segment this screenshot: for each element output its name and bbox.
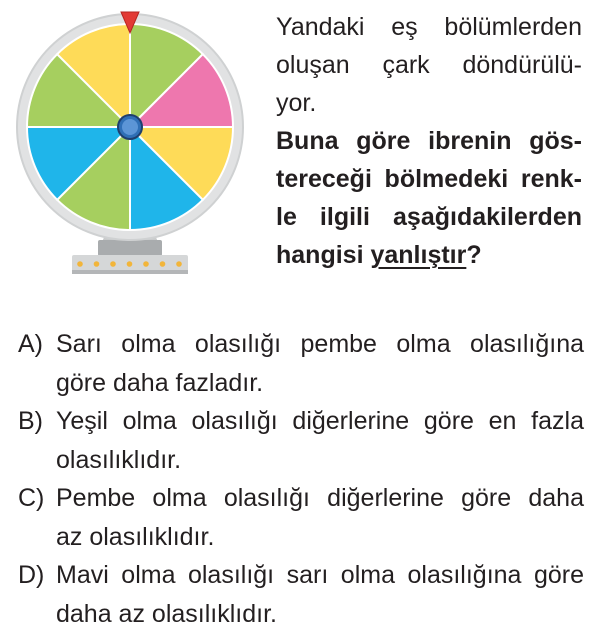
- option-line: göre daha fazladır.: [56, 368, 264, 397]
- wheel-base-trim: [72, 270, 188, 274]
- option-letter: A): [18, 330, 43, 358]
- question-prompt-line: tereceği bölmedeki renk-: [276, 165, 582, 193]
- question-prompt-prefix: hangisi: [276, 241, 371, 269]
- question-line: yor.: [276, 89, 317, 117]
- option-letter: B): [18, 407, 43, 435]
- question-text: [276, 8, 582, 274]
- base-light-icon: [77, 261, 83, 267]
- option-line: daha az olasılıklıdır.: [56, 599, 277, 628]
- base-light-icon: [127, 261, 133, 267]
- base-light-icon: [94, 261, 100, 267]
- option-a[interactable]: [18, 325, 584, 402]
- spinner-wheel: [0, 0, 260, 290]
- option-line: Yeşil olma olasılığı diğerlerine göre en fazla: [56, 407, 584, 435]
- option-c[interactable]: [18, 479, 584, 556]
- wheel-stand-neck: [98, 240, 162, 256]
- question-prompt-last-line: [276, 236, 582, 274]
- option-letter: D): [18, 561, 45, 589]
- option-d[interactable]: [18, 556, 584, 633]
- base-light-icon: [143, 261, 149, 267]
- base-light-icon: [110, 261, 116, 267]
- option-text: [56, 325, 584, 402]
- option-line: Mavi olma olasılığı sarı olma olasılığına göre: [56, 561, 584, 589]
- option-line: Sarı olma olasılığı pembe olma olasılığına: [56, 330, 584, 358]
- question-prompt-suffix: ?: [466, 241, 482, 269]
- answer-options: [18, 325, 584, 633]
- option-text: [56, 402, 584, 479]
- question-line: oluşan çark döndürülü-: [276, 51, 582, 79]
- base-light-icon: [176, 261, 182, 267]
- question-line: Yandaki eş bölümlerden: [276, 13, 582, 41]
- option-b[interactable]: [18, 402, 584, 479]
- question-prompt-line: le ilgili aşağıdakilerden: [276, 203, 582, 231]
- option-text: [56, 479, 584, 556]
- question-prompt-line: Buna göre ibrenin gös-: [276, 127, 582, 155]
- base-light-icon: [160, 261, 166, 267]
- question-prompt-underlined: yanlıştır: [370, 241, 467, 269]
- option-letter: C): [18, 484, 45, 512]
- option-line: az olasılıklıdır.: [56, 522, 215, 551]
- wheel-hub-center: [122, 119, 138, 135]
- option-line: olasılıklıdır.: [56, 445, 182, 474]
- option-text: [56, 556, 584, 633]
- option-line: Pembe olma olasılığı diğerlerine göre daha: [56, 484, 584, 512]
